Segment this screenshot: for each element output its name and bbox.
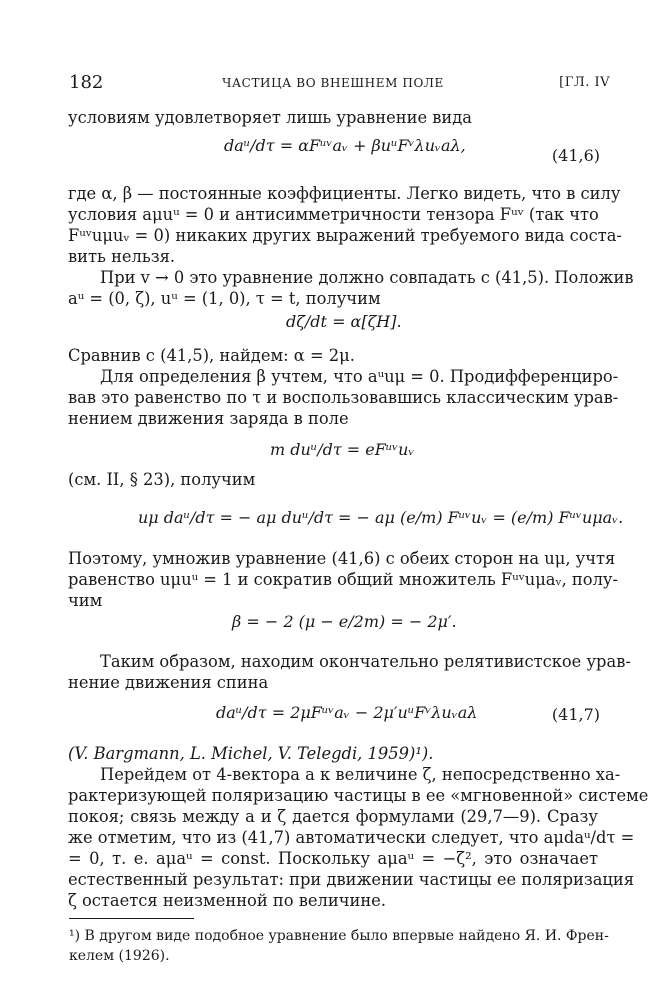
- equation-dzeta: dζ/dt = α[ζH].: [286, 312, 402, 331]
- text-line: чим: [68, 591, 103, 610]
- footnote-line: ¹) В другом виде подобное уравнение было впервые найдено Я. И. Френ-: [69, 928, 609, 944]
- text-line: условия aμuᵘ = 0 и антисимметричности тензора Fᵘᵛ (так что: [68, 205, 599, 224]
- equation-41-6: daᵘ/dτ = αFᵘᵛaᵥ + βuᵘFᵛλuᵥaλ,: [224, 136, 466, 155]
- equation-number: (41,6): [551, 146, 600, 165]
- text-line: естественный результат: при движении частицы ее поляризация: [68, 870, 635, 889]
- citation: (V. Bargmann, L. Michel, V. Telegdi, 1959)¹).: [68, 744, 434, 763]
- equation-number: (41,7): [551, 705, 600, 724]
- text-line: равенство uμuᵘ = 1 и сократив общий множитель Fᵘᵛuμaᵥ, полу-: [68, 570, 618, 589]
- footnote-line: келем (1926).: [69, 948, 170, 964]
- equation-41-7: daᵘ/dτ = 2μFᵘᵛaᵥ − 2μ′uᵘFᵛλuᵥaλ: [216, 703, 478, 722]
- text-line: где α, β — постоянные коэффициенты. Легко видеть, что в силу: [68, 184, 621, 203]
- text-line: ζ остается неизменной по величине.: [68, 891, 386, 910]
- equation-beta: β = − 2 (μ − e/2m) = − 2μ′.: [232, 612, 457, 631]
- running-title: ЧАСТИЦА ВО ВНЕШНЕМ ПОЛЕ: [222, 76, 444, 90]
- text-line: Для определения β учтем, что aᵘuμ = 0. Продифференциро-: [100, 367, 619, 386]
- text-line: Fᵘᵛuμuᵥ = 0) никаких других выражений требуемого вида соста-: [68, 226, 622, 245]
- text-line: aᵘ = (0, ζ), uᵘ = (1, 0), τ = t, получим: [68, 289, 381, 308]
- footnote-rule: [69, 918, 194, 919]
- text-line: Сравнив с (41,5), найдем: α = 2μ.: [68, 346, 355, 365]
- text-line: При v → 0 это уравнение должно совпадать с (41,5). Положив: [100, 268, 634, 287]
- equation-motion: m duᵘ/dτ = eFᵘᵛuᵥ: [270, 440, 415, 459]
- text-line: вав это равенство по τ и воспользовавшись классическим урав-: [68, 388, 619, 407]
- chapter-label: [ГЛ. IV: [559, 75, 610, 90]
- equation-chain: uμ daᵘ/dτ = − aμ duᵘ/dτ = − aμ (e/m) Fᵘᵛuᵥ = (e/m) Fᵘᵛuμaᵥ.: [138, 508, 624, 527]
- text-line: рактеризующей поляризацию частицы в ее «мгновенной» системе: [68, 786, 649, 805]
- text-line: Поэтому, умножив уравнение (41,6) с обеих сторон на uμ, учтя: [68, 549, 616, 568]
- text-line: нением движения заряда в поле: [68, 409, 349, 428]
- text-line: Таким образом, находим окончательно релятивистское урав-: [100, 652, 631, 671]
- text-line: вить нельзя.: [68, 247, 176, 266]
- text-line: условиям удовлетворяет лишь уравнение вида: [68, 108, 473, 127]
- text-line: Перейдем от 4-вектора a к величине ζ, непосредственно ха-: [100, 765, 621, 784]
- text-line: (см. II, § 23), получим: [68, 470, 256, 489]
- text-line: = 0, т. е. aμaᵘ = const. Поскольку aμaᵘ = −ζ², это означает: [68, 849, 598, 868]
- page-number: 182: [69, 72, 104, 93]
- text-line: покоя; связь между a и ζ дается формулами (29,7—9). Сразу: [68, 807, 598, 826]
- text-line: же отметим, что из (41,7) автоматически следует, что aμdaᵘ/dτ =: [68, 828, 635, 847]
- text-line: нение движения спина: [68, 673, 269, 692]
